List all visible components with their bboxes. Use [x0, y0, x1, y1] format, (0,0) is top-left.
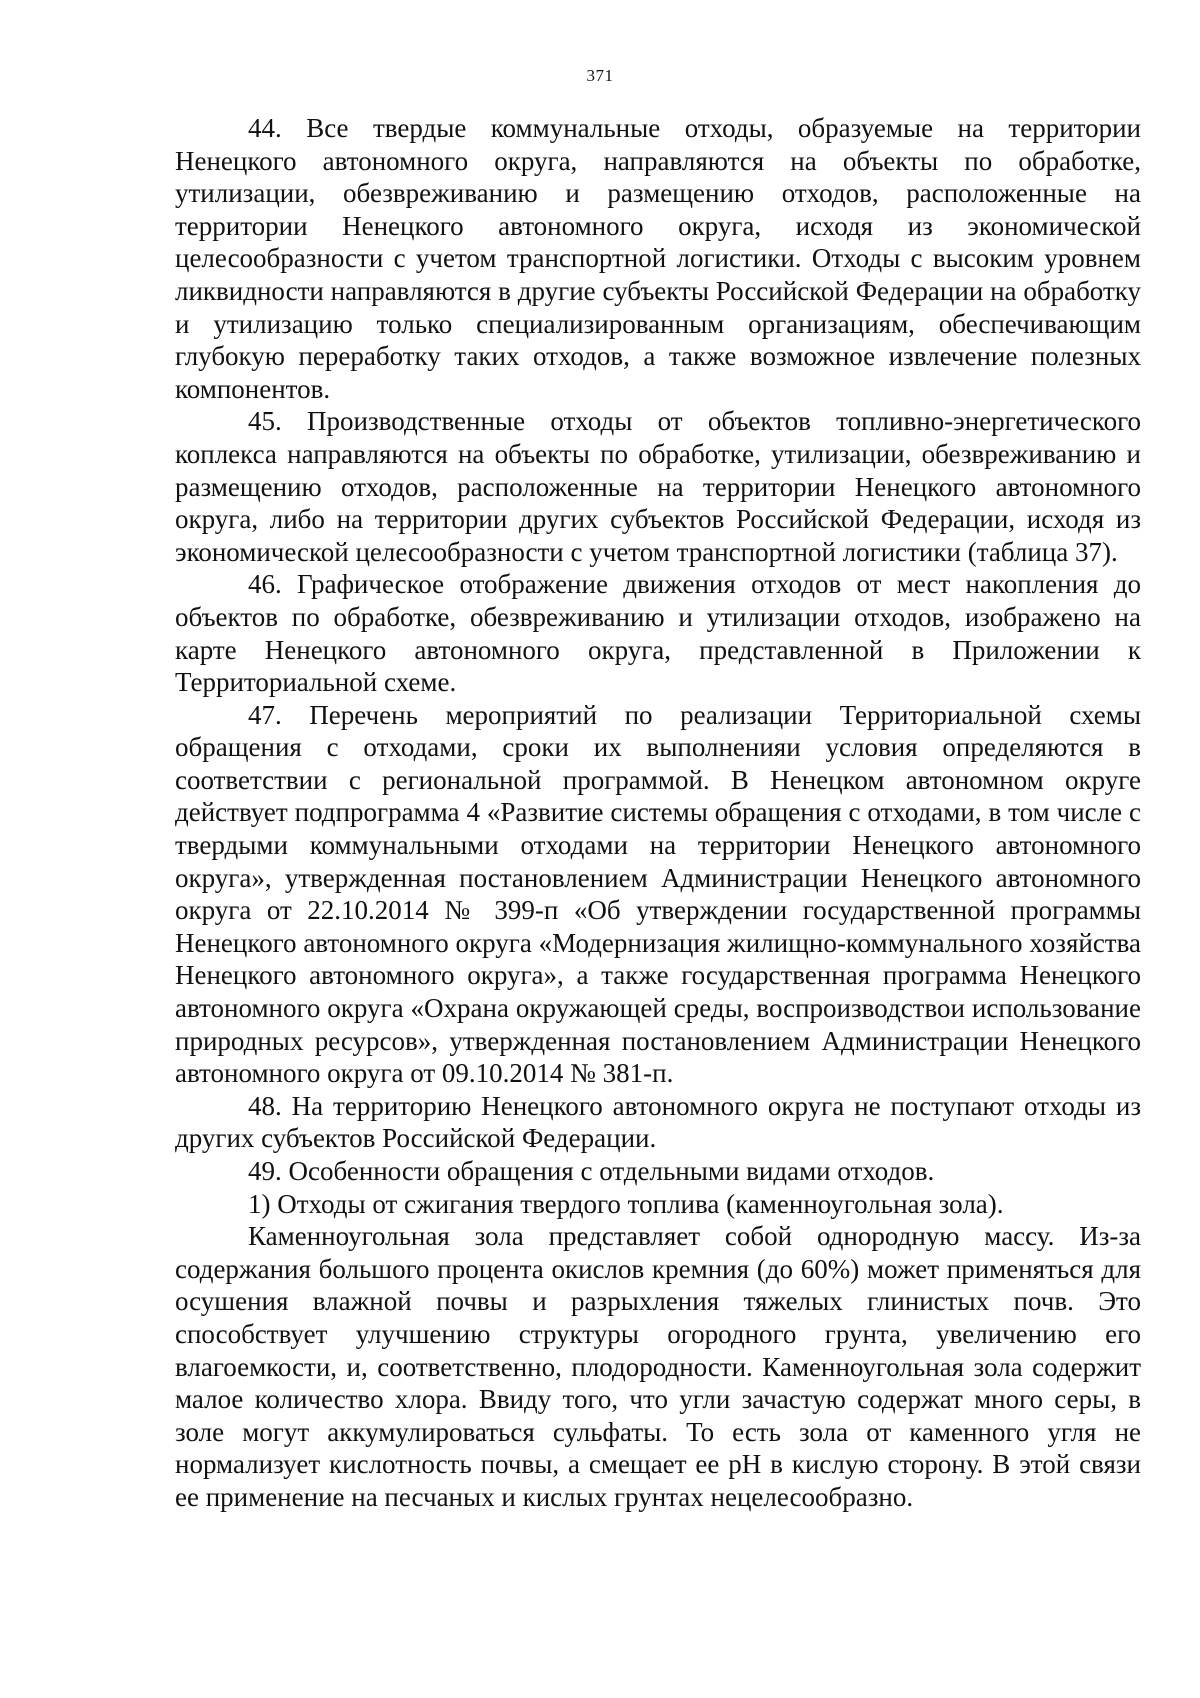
- paragraph-48: 48. На территорию Ненецкого автономного округа не поступают отходы из других субъектов Российской Федерации.: [175, 1090, 1141, 1154]
- paragraph-45: 45. Производственные отходы от объектов топливно-энергетического коплекса направляются на объекты по обработке, утилизации, обезвреживанию и размещению отходов, расположенные на территории Ненецкого автономного округа, либо на территории других субъектов Российской Федерации, исходя из экономической целесообразности с учетом транспортной логистики (таблица 37).: [175, 406, 1141, 567]
- paragraph-46: 46. Графическое отображение движения отходов от мест накопления до объектов по обработке, обезвреживанию и утилизации отходов, изображено на карте Ненецкого автономного округа, представленной в Приложении к Территориальной схеме.: [175, 569, 1141, 698]
- paragraph-49: 49. Особенности обращения с отдельными видами отходов.: [248, 1156, 935, 1186]
- paragraph-coal-ash: Каменноугольная зола представляет собой однородную массу. Из-за содержания большого процента окислов кремния (до 60%) может применяться для осушения влажной почвы и разрыхления тяжелых глинистых почв. Это способствует улучшению структуры огородного грунта, увеличению его влагоемкости, и, соответственно, плодородности. Каменноугольная зола содержит малое количество хлора. Ввиду того, что угли зачастую содержат много серы, в золе могут аккумулироваться сульфаты. То есть зола от каменного угля не нормализует кислотность почвы, а смещает ее pH в кислую сторону. В этой связи ее применение на песчаных и кислых грунтах нецелесообразно.: [175, 1221, 1141, 1512]
- paragraph-49-item-1: 1) Отходы от сжигания твердого топлива (каменноугольная зола).: [248, 1188, 1004, 1219]
- page-number: 371: [586, 66, 614, 85]
- paragraph-44: 44. Все твердые коммунальные отходы, образуемые на территории Ненецкого автономного округа, направляются на объекты по обработке, утилизации, обезвреживанию и размещению отходов, расположенные на территории Ненецкого автономного округа, исходя из экономической целесообразности с учетом транспортной логистики. Отходы с высоким уровнем ликвидности направляются в другие субъекты Российской Федерации на обработку и утилизацию только специализированным организациям, обеспечивающим глубокую переработку таких отходов, а также возможное извлечение полезных компонентов.: [175, 113, 1141, 404]
- document-body: [175, 112, 1141, 1514]
- paragraph-47: 47. Перечень мероприятий по реализации Территориальной схемы обращения с отходами, сроки их выполненияи условия определяются в соответствии с региональной программой. В Ненецком автономном округе действует подпрограмма 4 «Развитие системы обращения с отходами, в том числе с твердыми коммунальными отходами на территории Ненецкого автономного округа», утвержденная постановлением Администрации Ненецкого автономного округа от 22.10.2014 № 399-п «Об утверждении государственной программы Ненецкого автономного округа «Модернизация жилищно-коммунального хозяйства Ненецкого автономного округа», а также государственная программа Ненецкого автономного округа «Охрана окружающей среды, воспроизводствои использование природных ресурсов», утвержденная постановлением Администрации Ненецкого автономного округа от 09.10.2014 № 381-п.: [175, 699, 1141, 1089]
